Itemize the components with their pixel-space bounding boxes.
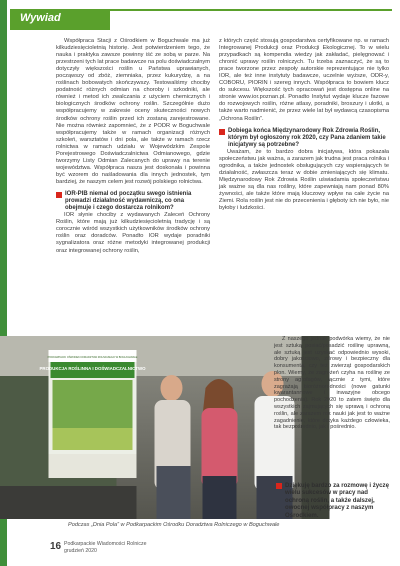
interview-question: IOR-PIB niemal od początku swego istnienia prowadzi działalność wydawniczą, co ona obejmuje i czego dostarcza rolnikom? [56,191,210,212]
right-column [219,38,389,212]
publication-name: Podkarpackie Wiadomości Rolnicze [64,541,147,547]
header-rule [110,9,392,30]
thanks-bullet-icon [276,483,282,489]
page-number: 16 [50,541,62,552]
lower-right-paragraph: Z naszego jednak podwórka wiemy, że nie jest sztuką posiać/posadzić roślinę uprawną, ale sztuką jest uzyskać odpowiednio wysoki, dobry jakościowo, zdrowy i bezpieczny dla konsumenta, czy też zwierząt gospodarskich plon. Wiemy, że zagrożeń czyha na roślinę ze strony agrofagów, łącznie z tymi, które zagrażają bioróżnorodności (nowe gatunki kwarantannowe i inwazyjne obcego pochodzenia). Rok 2020 to zatem święto dla wszystkich zajmujących się uprawą i ochroną roślin, ale zarazem rok nauki jak jest to ważne zagadnienie, które dotyka każdego człowieka, tak bezpośrednio, jak i pośrednio. [274,336,390,431]
closing-thanks: Dziękuję bardzo za rozmowę i życzę wielu sukcesów w pracy nad ochroną roślin, a także dalszej, owocnej współpracy z naszym Ośrodkiem. [285,482,389,519]
right-paragraph: z których część stosują gospodarstwa certyfikowane np. w ramach Integrowanej Produkcji oraz Produkcji Ekologicznej. To w wielu przypadkach są kompendia wiedzy jak zakładać, pielęgnować i chronić uprawy roślin rolniczych. Tu trzeba zaznaczyć, że są to prace tworzone przez zespoły autorskie reprezentujące nie tylko IOR, ale też inne instytuty badawcze, uczelnie wyższe, ODR-y, COBORU, PIORIN i szereg innych. Współpraca to bowiem klucz do sukcesu. Większość tych opracowań jest dostępna online na stronie www.ior.poznan.pl. Ponadto Instytut wydaje klucze fazowe do rozwojowych roślin, różne atlasy, poradniki, broszury i ulotki, a także warto nadmienić, że przez wiele lat był wydawcą czasopisma „Ochrona Roślin”. [219,38,389,122]
issue-date: grudzień 2020 [64,548,97,554]
question-bullet-icon [219,129,225,135]
banner-title: PRODUKCJA ROŚLINNA I DOŚWIADCZALNICTWO [39,366,146,371]
event-photo [39,336,270,519]
section-title: Wywiad [20,12,61,24]
photo-caption: Podczas „Dnia Pola” w Podkarpackim Ośrodku Doradztwa Rolniczego w Boguchwale [68,522,280,528]
left-paragraph: Współpraca Stacji z Ośrodkiem w Boguchwale ma już kilkudziesięcioletnią historię. Jest potwierdzeniem tego, że nauka i praktyka zawsze powinny iść ze sobą w parze. Na przestrzeni tych lat prace badawcze na polu doświadczalnym dotyczyły większości roślin u Państwa uprawianych, począwszy od zbóż, ziemniaka, przez kukurydzę, a na roślinach bobowatych skończywszy. Testowaliśmy chociby podatność różnych odmian na choroby i szkodniki, ale również i metod ich zwalczania z użyciem chemicznych i biologicznych środków ochrony roślin. Szczególnie dużo współpracujemy w zakresie oceny skuteczności nowych środków ochrony roślin przed ich zostaną zarejestrowane. Nie można również zapomnieć, że z PODR w Boguchwale współpracujemy także w ramach organizacji różnych szkoleń, warsztatów i dni pola, ale także w ramach rzecz rolnictwa w ramach udziału w Wojewódzkim Zespole Porejestrowego Doświadczalnictwa Odmianowego, gdzie tworzymy Listy Odmian Zalecanych do uprawy na terenie województwa. Współpraca nasza jest doskonała i powinna być wzorem do naśladowania dla innych jednostek, tym bardziej, że naszym celem jest rozwój polskiego rolnictwa. [56,38,210,185]
lower-right-text [274,336,390,431]
photo-illustration [39,336,270,519]
banner-org: PODKARPACKI OŚRODEK DORADZTWA ROLNICZEGO W BOGUCHWALE [47,356,138,359]
right-answer: Uważam, że to bardzo dobra inicjatywa, która pokazała społeczeństwu jak ważna, a zarazem jak trudna jest praca rolnika i ogrodnika, a także jednostek obsługujących czy wspierających te działalność, zwłaszcza teraz w dobie zmieniających się klimatu. Międzynarodowy Rok Zdrowia Roślin uświadamia społeczeństwu jak ważne są dla nas rośliny, które zapewniają nam ponad 80% żywności, ale także które mają kluczowy wpływ na całe życie na Ziemi. Rola roślin jest nie do przecenienia i głęboty ich nie było, nie byłoby i ludzkości. [219,148,389,212]
question-bullet-icon [56,192,62,198]
left-column [56,38,210,255]
left-answer: IOR słynie chociby z wydawanych Zaleceń Ochrony Roślin, które mają już kilkudziesięcioletnią tradycję i są corocznie wśród wszystkich użytkowników środków ochrony roślin oraz doradców. Ponadto IOR wydaje poradniki sygnalizatora oraz różne metodyki integrowanej produkcji oraz integrowanej ochrony roślin, [56,212,210,254]
interview-question: Dobiega końca Międzynarodowy Rok Zdrowia Roślin, którym był ogłoszony rok 2020, czy Pana zdaniem takie inicjatywy są potrzebne? [219,128,389,149]
page-footer [50,539,250,559]
section-header-tab [10,9,110,30]
